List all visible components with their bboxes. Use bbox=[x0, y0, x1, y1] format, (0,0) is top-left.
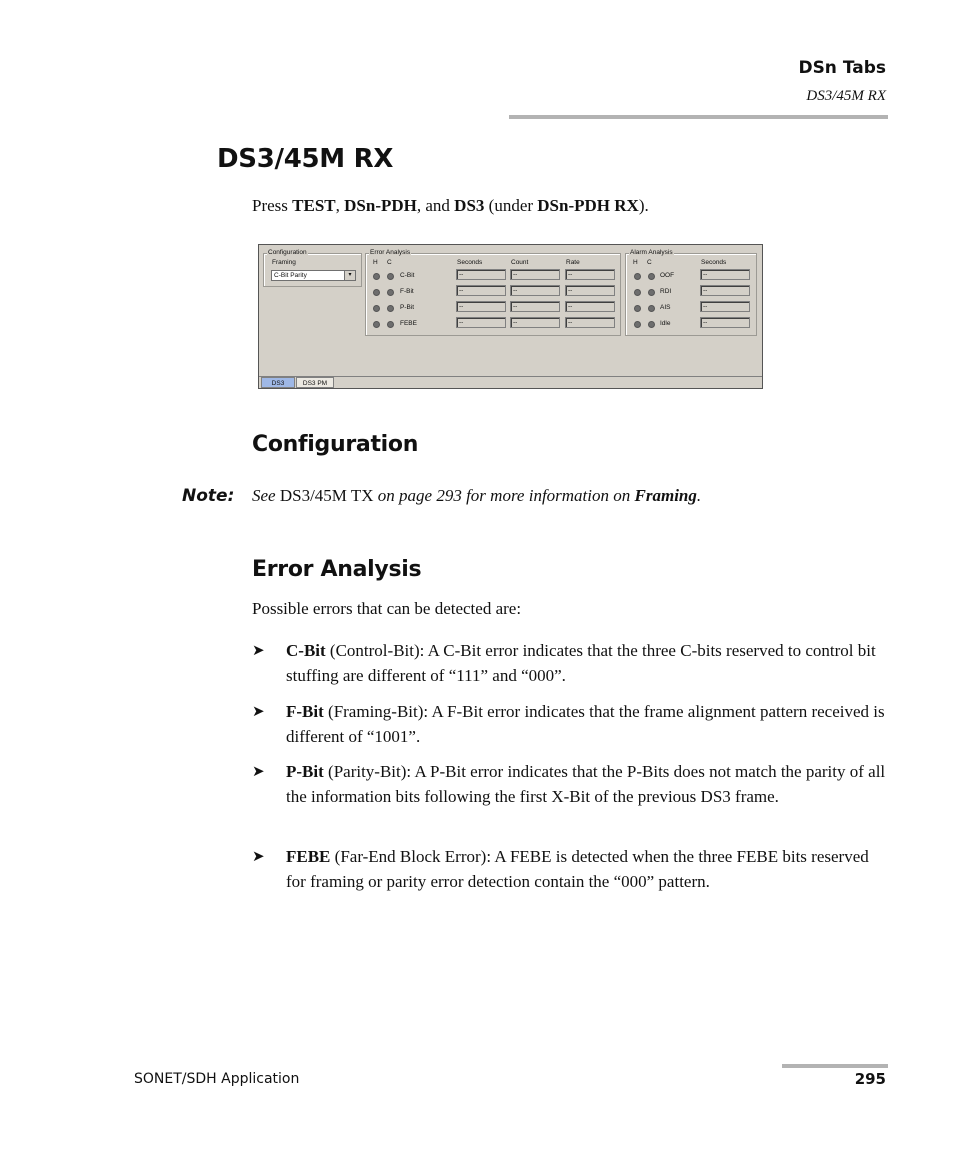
error-count-field: -- bbox=[510, 285, 560, 296]
bullet-arrow-icon: ➤ bbox=[252, 762, 265, 780]
alarm-col-h: H bbox=[633, 259, 638, 266]
error-row-label: F-Bit bbox=[400, 288, 414, 295]
alarm-seconds-field: -- bbox=[700, 301, 750, 312]
error-seconds-field: -- bbox=[456, 285, 506, 296]
running-header-subtitle: DS3/45M RX bbox=[806, 88, 886, 104]
error-row-label: FEBE bbox=[400, 320, 417, 327]
alarm-row-label: RDI bbox=[660, 288, 672, 295]
note-label: Note: bbox=[182, 486, 235, 506]
error-col-count: Count bbox=[511, 259, 529, 266]
led-history-icon bbox=[634, 321, 641, 328]
error-analysis-intro: Possible errors that can be detected are: bbox=[252, 599, 522, 618]
error-count-field: -- bbox=[510, 317, 560, 328]
error-count-field: -- bbox=[510, 269, 560, 280]
led-history-icon bbox=[373, 305, 380, 312]
error-seconds-field: -- bbox=[456, 269, 506, 280]
led-current-icon bbox=[387, 289, 394, 296]
error-rate-field: -- bbox=[565, 301, 615, 312]
framing-label: Framing bbox=[272, 259, 296, 266]
led-current-icon bbox=[648, 305, 655, 312]
error-col-c: C bbox=[387, 259, 392, 266]
error-rate-field: -- bbox=[565, 285, 615, 296]
list-item: ➤ C-Bit (Control-Bit): A C-Bit error indicates that the three C-bits reserved to control bit stuffing are different of “111” and “000”. bbox=[252, 638, 888, 688]
error-row-label: C-Bit bbox=[400, 272, 415, 279]
alarm-seconds-field: -- bbox=[700, 317, 750, 328]
error-col-h: H bbox=[373, 259, 378, 266]
led-history-icon bbox=[634, 305, 641, 312]
error-rate-field: -- bbox=[565, 317, 615, 328]
header-rule bbox=[509, 115, 888, 119]
list-item: ➤ F-Bit (Framing-Bit): A F-Bit error indicates that the frame alignment pattern received is different of “1001”. bbox=[252, 699, 888, 749]
error-col-rate: Rate bbox=[566, 259, 580, 266]
tab-strip-line bbox=[259, 376, 762, 377]
bullet-arrow-icon: ➤ bbox=[252, 641, 265, 659]
led-current-icon bbox=[387, 321, 394, 328]
error-seconds-field: -- bbox=[456, 301, 506, 312]
error-col-seconds: Seconds bbox=[457, 259, 483, 266]
alarm-row-label: AIS bbox=[660, 304, 671, 311]
led-current-icon bbox=[387, 273, 394, 280]
configuration-heading: Configuration bbox=[252, 432, 419, 457]
running-header-title: DSn Tabs bbox=[798, 58, 886, 78]
alarm-row-label: OOF bbox=[660, 272, 675, 279]
chevron-down-icon: ▾ bbox=[344, 271, 355, 280]
tab-ds3-pm[interactable]: DS3 PM bbox=[296, 377, 334, 388]
led-history-icon bbox=[373, 321, 380, 328]
alarm-col-seconds: Seconds bbox=[701, 259, 727, 266]
alarm-col-c: C bbox=[647, 259, 652, 266]
led-current-icon bbox=[648, 273, 655, 280]
framing-select[interactable]: C-Bit Parity ▾ bbox=[271, 270, 356, 281]
alarm-analysis-group-label: Alarm Analysis bbox=[630, 249, 673, 256]
page-title: DS3/45M RX bbox=[217, 144, 394, 174]
bullet-arrow-icon: ➤ bbox=[252, 847, 265, 865]
note-text: See DS3/45M TX on page 293 for more information on Framing. bbox=[252, 486, 702, 505]
error-analysis-heading: Error Analysis bbox=[252, 557, 422, 582]
led-current-icon bbox=[387, 305, 394, 312]
error-seconds-field: -- bbox=[456, 317, 506, 328]
page-number: 295 bbox=[854, 1070, 886, 1088]
list-item: ➤ FEBE (Far-End Block Error): A FEBE is detected when the three FEBE bits reserved for framing or parity error detection contain the “000” pattern. bbox=[252, 844, 888, 894]
note-cross-reference: DS3/45M TX bbox=[279, 486, 374, 505]
led-current-icon bbox=[648, 289, 655, 296]
bullet-arrow-icon: ➤ bbox=[252, 702, 265, 720]
led-history-icon bbox=[373, 289, 380, 296]
footer-document-name: SONET/SDH Application bbox=[134, 1071, 300, 1087]
configuration-group-label: Configuration bbox=[268, 249, 307, 256]
list-item: ➤ P-Bit (Parity-Bit): A P-Bit error indicates that the P-Bits does not match the parity of all the information bits following the first X-Bit of the previous DS3 frame. bbox=[252, 759, 888, 809]
error-row-label: P-Bit bbox=[400, 304, 415, 311]
tab-ds3[interactable]: DS3 bbox=[261, 377, 295, 388]
intro-paragraph: Press TEST, DSn-PDH, and DS3 (under DSn-PDH RX). bbox=[252, 196, 649, 215]
error-rate-field: -- bbox=[565, 269, 615, 280]
led-history-icon bbox=[634, 289, 641, 296]
ds3-rx-screenshot bbox=[258, 244, 763, 389]
footer-rule bbox=[782, 1064, 888, 1068]
led-current-icon bbox=[648, 321, 655, 328]
error-analysis-group-label: Error Analysis bbox=[370, 249, 411, 256]
alarm-row-label: Idle bbox=[660, 320, 671, 327]
alarm-seconds-field: -- bbox=[700, 285, 750, 296]
led-history-icon bbox=[634, 273, 641, 280]
error-count-field: -- bbox=[510, 301, 560, 312]
led-history-icon bbox=[373, 273, 380, 280]
alarm-seconds-field: -- bbox=[700, 269, 750, 280]
